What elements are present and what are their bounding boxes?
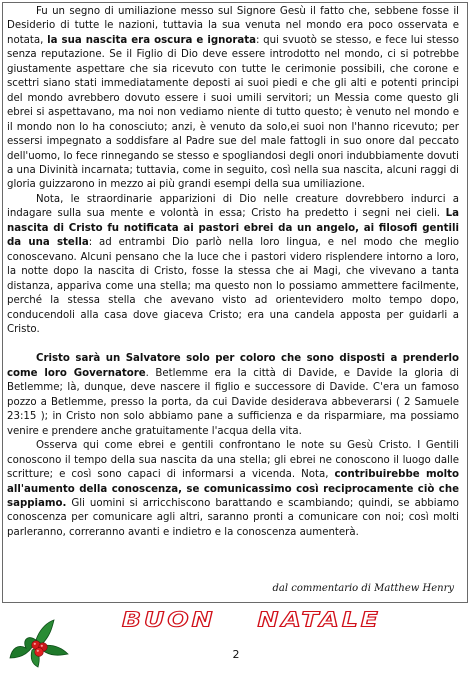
body-text: Nota, le straordinarie apparizioni di Dio nelle creature dovrebbero indurci a indagare sulla sua mente e volontà in essa; Cristo ha predetto i segni nei cieli. bbox=[7, 193, 459, 220]
attribution: dal commentario di Matthew Henry bbox=[272, 583, 454, 594]
emphasis-text: La nascita di Cristo fu notificata ai pastori ebrei da un angelo, ai filosofi gentili da una stella bbox=[7, 208, 459, 249]
article-body bbox=[7, 5, 459, 540]
paragraph bbox=[7, 193, 459, 338]
body-text: Gli uomini si arricchiscono barattando e scambiando; quindi, se abbiamo conoscenza per comunicare agli altri, saranno pronti a comunicare con noi; così molti parleranno, correranno avanti e indietro e la conoscenza aumenterà. bbox=[7, 497, 459, 538]
body-text: Osserva qui come ebrei e gentili confrontano le note su Gesù Cristo. I Gentili conoscono il tempo della sua nascita da una stella; gli ebrei ne conoscono il luogo dalle scritture; e così sono capaci di informarsi a vicenda. Nota, bbox=[7, 440, 459, 481]
paragraph bbox=[7, 5, 459, 193]
greeting-word-2: NATALE bbox=[257, 608, 381, 632]
body-text: : ad entrambi Dio parlò nella loro lingua, e nel modo che meglio conoscevano. Alcuni pensano che la luce che i pastori videro risplendere intorno a loro, la notte dopo la nascita di Cristo, fosse la stessa che ai Magi, che vivevano a tanta distanza, appariva come una stella; ma questo non lo possiamo ammettere facilmente, perché la stessa stella che avevano visto ad orientevidero molto tempo dopo, conducendoli alla casa dove giaceva Cristo; era una candela apposta per guidarli a Cristo. bbox=[7, 237, 460, 335]
christmas-greeting bbox=[122, 608, 381, 631]
body-text: Fu un segno di umiliazione messo sul Signore Gesù il fatto che, sebbene fosse il Desiderio di tutte le nazioni, tuttavia la sua venuta nel mondo era poco osservata e notata, bbox=[7, 6, 459, 46]
paragraph bbox=[7, 439, 459, 540]
emphasis-text: contribuirebbe molto all'aumento della conoscenza, se comunicassimo così reciprocamente ciò che sappiamo. bbox=[7, 469, 459, 509]
body-text: . Betlemme era la città di Davide, e Davide la gloria di Betlemme; là, dunque, deve nascere il figlio e successore di Davide. C'era un famoso pozzo a Betlemme, presso la porta, da cui Davide desiderava abbeverarsi ( 2 Samuele 23:15 ); in Cristo non solo abbiamo pane a sufficienza e da risparmiare, ma possiamo venire e prendere anche gratuitamente l'acqua della vita. bbox=[7, 367, 459, 437]
page-number: 2 bbox=[232, 648, 240, 661]
emphasis-text: Cristo sarà un Salvatore solo per coloro che sono disposti a prenderlo come loro Governatore bbox=[7, 353, 459, 379]
paragraph bbox=[7, 352, 459, 439]
greeting-word-1: BUON bbox=[122, 608, 216, 632]
body-text: : qui svuotò se stesso, e fece lui stesso senza reputazione. Se il Figlio di Dio deve essere introdotto nel mondo, ci si potrebbe giustamente aspettare che sia ricevuto con tutte le cerimonie possibili, che corone e scettri siano stati immediatamente deposti ai suoi piedi e che gli alti e potenti principi del mondo avrebbero dovuto essere i suoi umili servitori; un Messia come questo gli ebrei si aspettavano, ma noi non vediamo niente di tutto questo; è venuto nel mondo e il mondo non lo ha conosciuto; anzi, è venuto da solo,ei suoi non l'hanno ricevuto; per essersi impegnato a soddisfare al Padre sue del male fattogli in suo onore dal peccato dell'uomo, lo fece rinnegando se stesso e spogliandosi degli onori indubbiamente dovuti a una Divinità incarnata; tuttavia, come in seguito, così nella sua nascita, alcuni raggi di gloria guizzarono in mezzo ai più grandi esempi della sua umiliazione. bbox=[7, 34, 459, 191]
emphasis-text: la sua nascita era oscura e ignorata bbox=[47, 34, 257, 46]
